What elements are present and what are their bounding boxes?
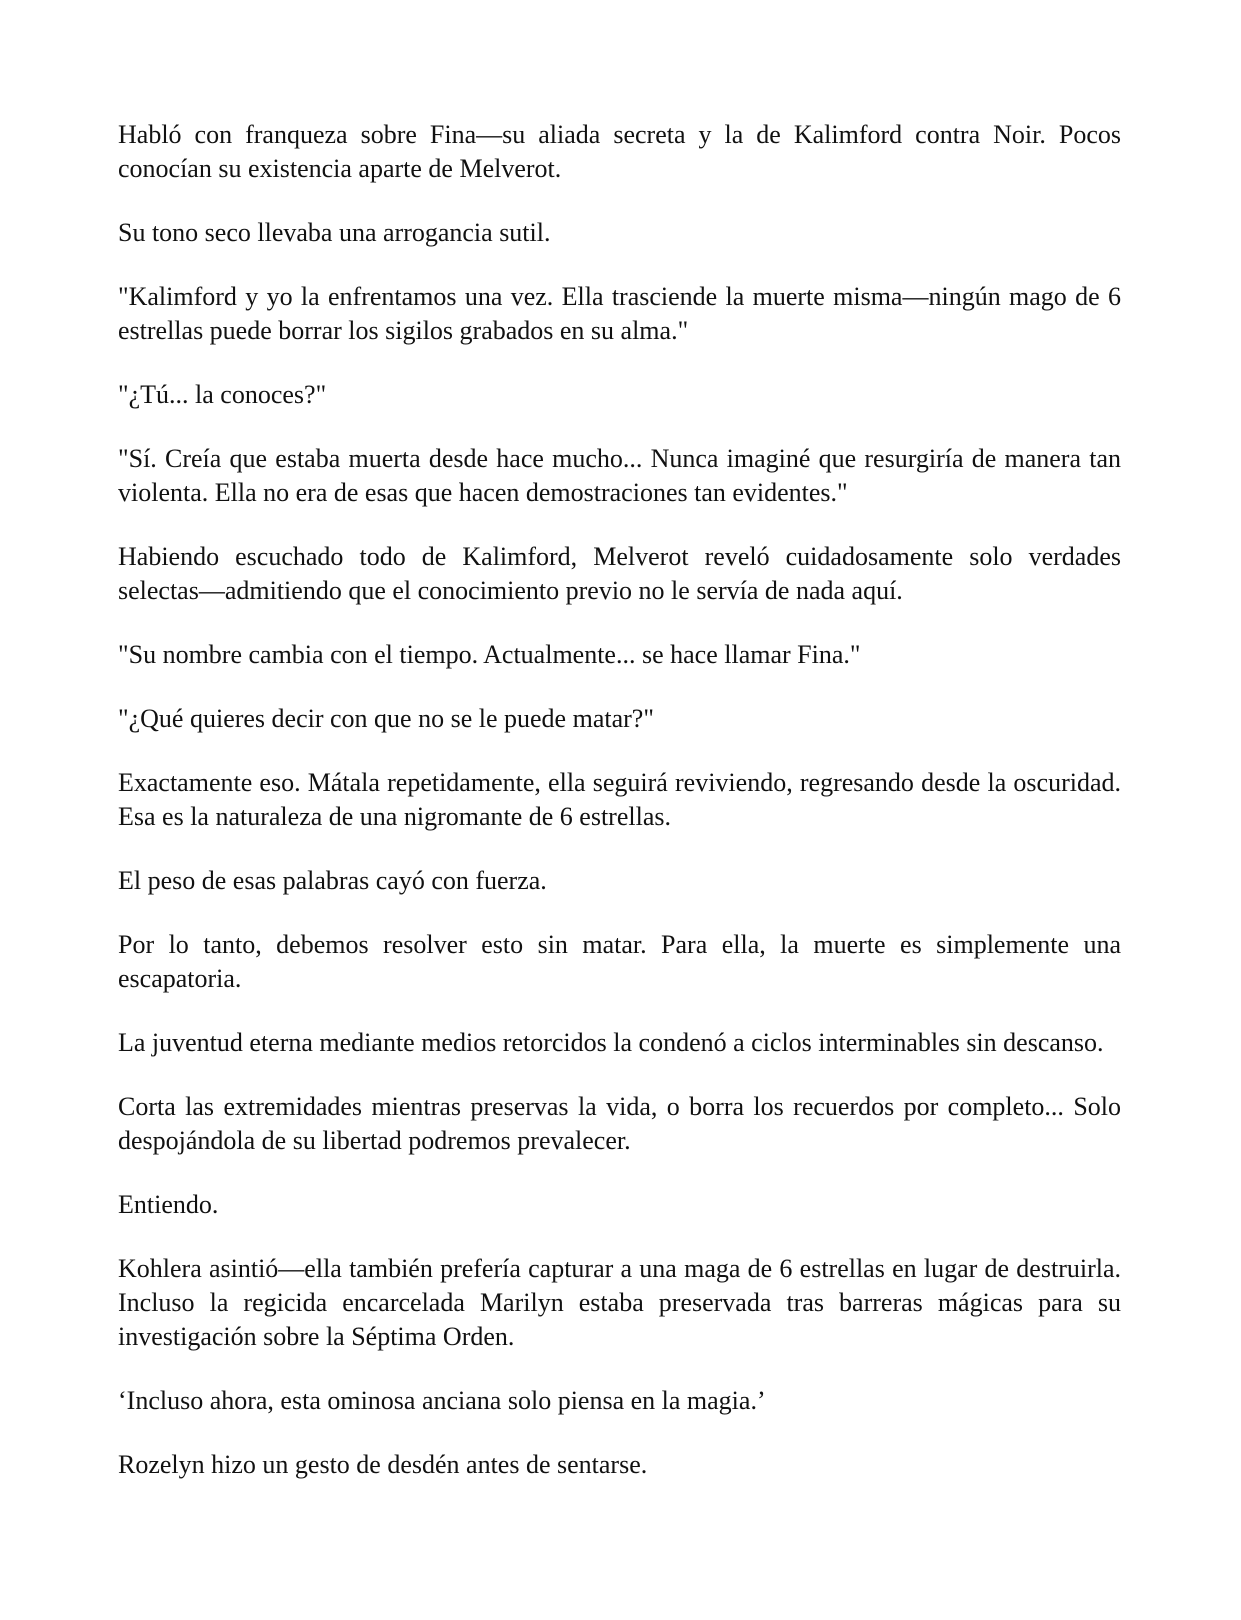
paragraph: Rozelyn hizo un gesto de desdén antes de sentarse. xyxy=(118,1450,648,1479)
paragraph: Habiendo escuchado todo de Kalimford, Melverot reveló cuidadosamente solo verdades selectas—admitiendo que el conocimiento previo no le servía de nada aquí. xyxy=(118,542,1121,605)
paragraph: "¿Qué quieres decir con que no se le puede matar?" xyxy=(118,704,654,733)
paragraph: Kohlera asintió—ella también prefería capturar a una maga de 6 estrellas en lugar de destruirla. Incluso la regicida encarcelada Marilyn estaba preservada tras barreras mágicas para su investigación sobre la Séptima Orden. xyxy=(118,1254,1121,1351)
paragraph: Exactamente eso. Mátala repetidamente, ella seguirá reviviendo, regresando desde la oscuridad. Esa es la naturaleza de una nigromante de 6 estrellas. xyxy=(118,768,1121,831)
paragraph: "Sí. Creía que estaba muerta desde hace mucho... Nunca imaginé que resurgiría de manera tan violenta. Ella no era de esas que hacen demostraciones tan evidentes." xyxy=(118,444,1121,507)
paragraph: "Su nombre cambia con el tiempo. Actualmente... se hace llamar Fina." xyxy=(118,640,861,669)
document-page xyxy=(118,118,1121,1482)
paragraph: Por lo tanto, debemos resolver esto sin matar. Para ella, la muerte es simplemente una escapatoria. xyxy=(118,930,1121,993)
paragraph: Habló con franqueza sobre Fina—su aliada secreta y la de Kalimford contra Noir. Pocos conocían su existencia aparte de Melverot. xyxy=(118,120,1121,183)
paragraph: "Kalimford y yo la enfrentamos una vez. Ella trasciende la muerte misma—ningún mago de 6 estrellas puede borrar los sigilos grabados en su alma." xyxy=(118,282,1121,345)
paragraph: Entiendo. xyxy=(118,1190,219,1219)
paragraph: Su tono seco llevaba una arrogancia sutil. xyxy=(118,218,551,247)
paragraph: ‘Incluso ahora, esta ominosa anciana solo piensa en la magia.’ xyxy=(118,1386,766,1415)
paragraph: El peso de esas palabras cayó con fuerza. xyxy=(118,866,547,895)
paragraph: Corta las extremidades mientras preservas la vida, o borra los recuerdos por completo... Solo despojándola de su libertad podremos prevalecer. xyxy=(118,1092,1121,1155)
paragraph: La juventud eterna mediante medios retorcidos la condenó a ciclos interminables sin descanso. xyxy=(118,1028,1104,1057)
paragraph: "¿Tú... la conoces?" xyxy=(118,380,327,409)
